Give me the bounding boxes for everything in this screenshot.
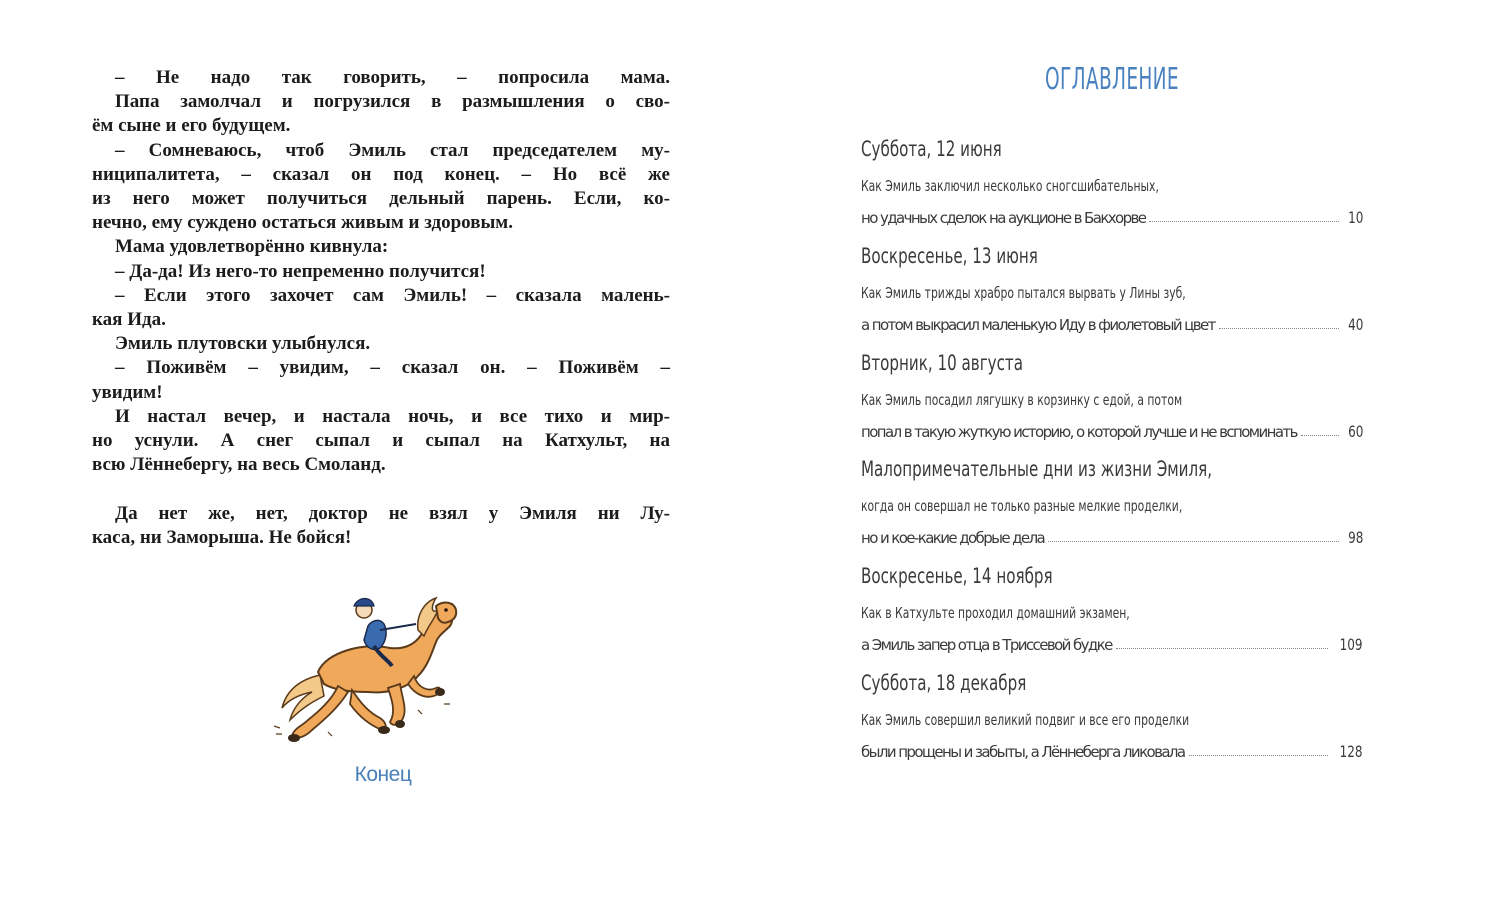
toc-entry-description: когда он совершал не только разные мелкие проделки, — [861, 497, 1183, 516]
toc-entry-heading: Вторник, 10 августа — [861, 350, 1023, 375]
text-line: кая Ида. — [92, 309, 166, 331]
dot-leader — [1219, 327, 1339, 329]
toc-entry-leader-row — [861, 632, 1363, 654]
toc-entry-leader-row — [861, 205, 1363, 227]
text-line: ниципалитета, – сказал он под конец. – Но всё же — [92, 163, 670, 185]
story-text — [92, 66, 670, 550]
toc-page-number: 60 — [1347, 421, 1363, 441]
text-line: – Не надо так говорить, – попросила мама. — [115, 67, 670, 88]
toc-page-number: 98 — [1347, 528, 1363, 548]
dot-leader — [1149, 220, 1338, 222]
dot-leader — [1189, 754, 1329, 756]
text-line: Папа замолчал и погрузился в размышления о сво- — [115, 91, 670, 113]
toc-entry-description: Как Эмиль совершил великий подвиг и все его проделки — [861, 710, 1190, 729]
toc-entry-heading: Воскресенье, 14 ноября — [861, 564, 1053, 589]
toc-page-number: 40 — [1347, 314, 1363, 334]
text-line: Да нет же, нет, доктор не взял у Эмиля ни Лу- — [115, 502, 670, 524]
the-end-label: Конец — [354, 763, 412, 786]
text-line: Эмиль плутовски улыбнулся. — [115, 333, 371, 355]
toc-entry-leader-row — [861, 419, 1363, 441]
text-line: – Если этого захочет сам Эмиль! – сказала малень- — [115, 284, 670, 306]
dot-leader — [1048, 540, 1338, 542]
text-line: всю Лённебергу, на весь Смоланд. — [92, 454, 386, 476]
toc-entry-description: Как Эмиль посадил лягушку в корзинку с едой, а потом — [861, 390, 1183, 409]
text-line: нечно, ему суждено остаться живым и здоровым. — [92, 212, 513, 234]
right-page — [746, 0, 1493, 900]
toc-entry-description: Как в Катхульте проходил домашний экзамен, — [861, 604, 1130, 623]
toc-entry-heading: Суббота, 12 июня — [861, 137, 1002, 161]
toc-entry-heading: Суббота, 18 декабря — [861, 670, 1027, 695]
text-line: – Поживём – увидим, – сказал он. – Поживём – — [115, 357, 670, 379]
toc-entry[interactable] — [861, 671, 1363, 778]
table-of-contents — [861, 137, 1363, 778]
dot-leader — [1116, 647, 1329, 649]
text-line: каса, ни Заморыша. Не бойся! — [92, 526, 352, 548]
toc-title: ОГЛАВЛЕНИЕ — [1045, 62, 1179, 97]
toc-entry-description: Как Эмиль заключил несколько сногсшибательных, — [861, 177, 1159, 195]
text-line: – Да-да! Из него-то непременно получится! — [115, 260, 486, 282]
toc-entry-description: а потом выкрасил маленькую Иду в фиолетовый цвет — [861, 315, 1215, 334]
toc-entry-description: были прощены и забыты, а Лённеберга ликовала — [861, 742, 1185, 761]
dot-leader — [1301, 434, 1339, 436]
toc-entry[interactable] — [861, 351, 1363, 458]
toc-entry[interactable] — [861, 244, 1363, 351]
text-line: И настал вечер, и настала ночь, и все тихо и мир- — [115, 405, 670, 427]
text-line: – Сомневаюсь, чтоб Эмиль стал председателем му- — [115, 139, 670, 161]
text-line: ём сыне и его будущем. — [92, 115, 291, 137]
toc-entry[interactable] — [861, 564, 1363, 671]
text-line: из него может получиться дельный парень. Если, ко- — [92, 188, 670, 210]
toc-entry-description: но удачных сделок на аукционе в Бакхорве — [861, 209, 1146, 227]
toc-entry-description: а Эмиль запер отца в Триссевой будке — [861, 636, 1112, 655]
toc-entry-description: попал в такую жуткую историю, о которой лучше и не вспоминать — [861, 422, 1297, 441]
toc-page-number: 109 — [1340, 635, 1363, 655]
toc-page-number: 128 — [1340, 741, 1363, 761]
toc-entry-leader-row — [861, 739, 1363, 761]
toc-entry-description: Как Эмиль трижды храбро пытался вырвать у Лины зуб, — [861, 283, 1186, 302]
toc-entry-heading: Воскресенье, 13 июня — [861, 243, 1038, 268]
text-line: увидим! — [92, 381, 163, 403]
text-line: Мама удовлетворённо кивнула: — [115, 236, 389, 258]
toc-entry-leader-row — [861, 312, 1363, 334]
toc-entry-leader-row — [861, 525, 1363, 547]
left-page — [0, 0, 746, 900]
boy-riding-horse-illustration — [268, 580, 458, 752]
toc-entry[interactable] — [861, 457, 1363, 564]
toc-entry-heading: Малопримечательные дни из жизни Эмиля, — [861, 457, 1213, 482]
toc-entry-description: но и кое-какие добрые дела — [861, 529, 1045, 548]
text-line: но уснули. А снег сыпал и сыпал на Катхульт, на — [92, 430, 670, 452]
toc-page-number: 10 — [1347, 208, 1363, 227]
toc-entry[interactable] — [861, 137, 1363, 244]
